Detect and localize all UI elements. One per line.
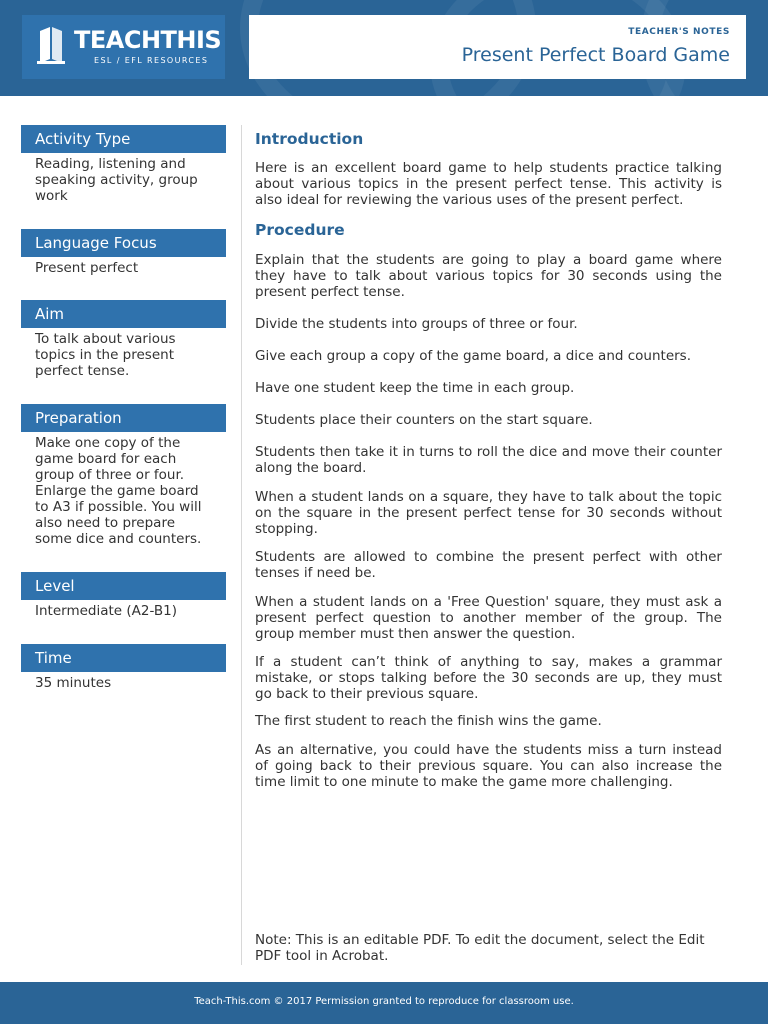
section-text: Make one copy of the game board for each group of three or four. Enlarge the game board to A3 if possible. You will also need to prepare some dice and counters. xyxy=(35,435,202,547)
aim-section xyxy=(21,300,226,379)
logo-wordmark: TEACHTHIS xyxy=(74,26,222,54)
section-heading: Language Focus xyxy=(21,229,226,257)
procedure-step: Have one student keep the time in each group. xyxy=(255,380,575,396)
book-icon xyxy=(36,25,70,65)
section-text: Present perfect xyxy=(35,260,139,276)
procedure-step: Students then take it in turns to roll the dice and move their counter along the board. xyxy=(255,444,722,476)
procedure-step: As an alternative, you could have the students miss a turn instead of going back to their previous square. You can also increase the time limit to one minute to make the game more challenging. xyxy=(255,742,722,790)
column-divider xyxy=(241,125,242,965)
procedure-step: The first student to reach the finish wins the game. xyxy=(255,713,602,729)
procedure-step: Give each group a copy of the game board, a dice and counters. xyxy=(255,348,692,364)
section-text: Reading, listening and speaking activity, group work xyxy=(35,156,198,204)
section-heading: Time xyxy=(21,644,226,672)
section-heading: Preparation xyxy=(21,404,226,432)
section-text: To talk about various topics in the present perfect tense. xyxy=(35,331,176,379)
procedure-step: Students place their counters on the start square. xyxy=(255,412,593,428)
section-text: 35 minutes xyxy=(35,675,112,691)
procedure-step: When a student lands on a 'Free Question' square, they must ask a present perfect question to another member of the group. The group member must then answer the question. xyxy=(255,594,722,642)
logo-tagline: ESL / EFL RESOURCES xyxy=(94,56,209,65)
page-footer xyxy=(0,982,768,1024)
level-section xyxy=(21,572,226,619)
title-box xyxy=(249,15,746,79)
editable-pdf-note: Note: This is an editable PDF. To edit the document, select the Edit PDF tool in Acrobat. xyxy=(255,932,705,964)
section-heading: Level xyxy=(21,572,226,600)
notes-label: TEACHER'S NOTES xyxy=(628,27,730,37)
procedure-step: When a student lands on a square, they have to talk about the topic on the square in the present perfect tense for 30 seconds without stopping. xyxy=(255,489,722,537)
procedure-step: Students are allowed to combine the present perfect with other tenses if need be. xyxy=(255,549,722,581)
copyright-text: Teach-This.com © 2017 Permission granted to reproduce for classroom use. xyxy=(194,996,574,1007)
logo xyxy=(22,15,225,79)
section-heading: Aim xyxy=(21,300,226,328)
preparation-section xyxy=(21,404,226,547)
introduction-heading: Introduction xyxy=(255,130,364,148)
procedure-step: If a student can’t think of anything to say, makes a grammar mistake, or stops talking before the 30 seconds are up, they must go back to their previous square. xyxy=(255,654,722,702)
section-text: Intermediate (A2-B1) xyxy=(35,603,177,619)
page-header xyxy=(0,0,768,96)
procedure-step: Divide the students into groups of three or four. xyxy=(255,316,578,332)
page-title: Present Perfect Board Game xyxy=(461,44,730,66)
introduction-text: Here is an excellent board game to help students practice talking about various topics in the present perfect tense. This activity is also ideal for reviewing the various uses of the present perfect. xyxy=(255,160,722,208)
section-heading: Activity Type xyxy=(21,125,226,153)
time-section xyxy=(21,644,226,691)
activity-type-section xyxy=(21,125,226,204)
procedure-step: Explain that the students are going to play a board game where they have to talk about various topics for 30 seconds using the present perfect tense. xyxy=(255,252,722,300)
procedure-heading: Procedure xyxy=(255,221,345,239)
language-focus-section xyxy=(21,229,226,276)
